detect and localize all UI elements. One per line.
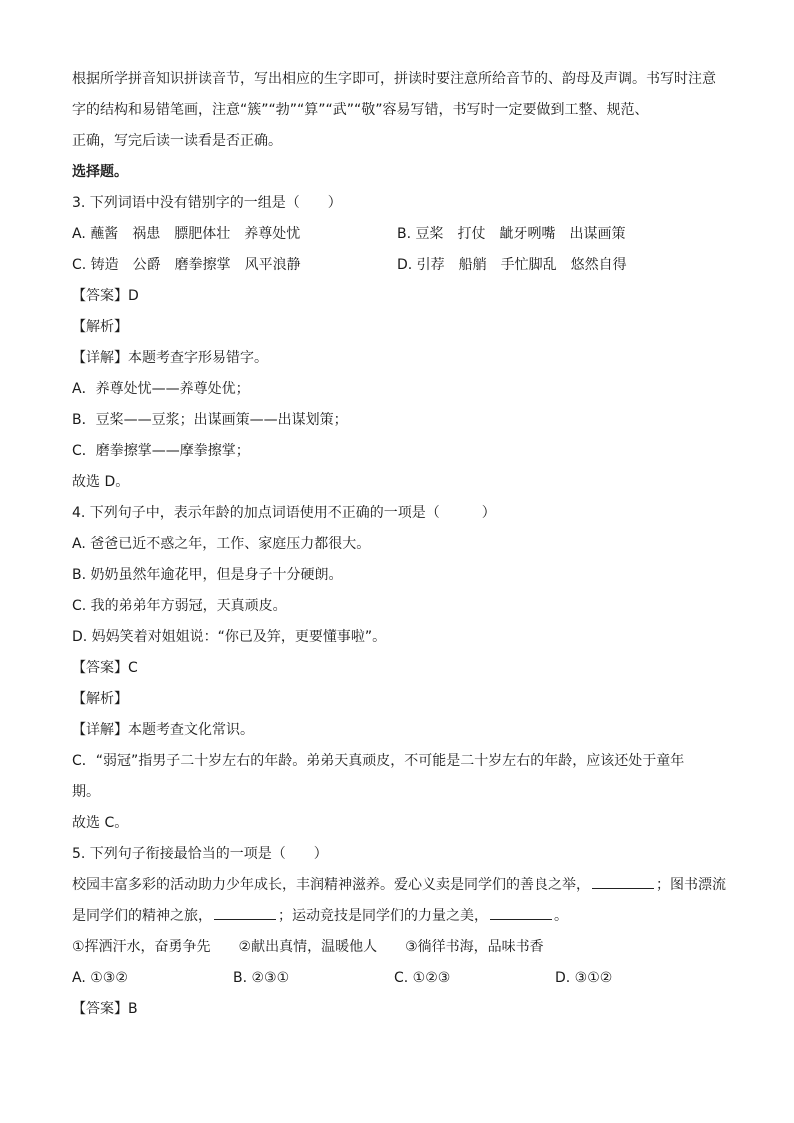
intro-line-2: 字的结构和易错笔画，注意“簇”“勃”“算”“武”“敬”容易写错，书写时一定要做到工整、规范、 — [72, 102, 649, 118]
q5-option-c: C. ①②③ — [394, 970, 451, 986]
q3-conclusion: 故选 D。 — [72, 474, 130, 490]
q3-line-a: A．养尊处忧——养尊处优； — [72, 381, 250, 397]
q4-stem: 4. 下列句子中，表示年龄的加点词语使用不正确的一项是（ ） — [72, 505, 496, 521]
q3-analysis-tag: 【解析】 — [72, 319, 128, 335]
fill-blank — [214, 905, 276, 920]
answer-tag: 【答案】 — [72, 1001, 128, 1017]
q3-line-c: C．磨拳擦掌——摩拳擦掌； — [72, 443, 250, 459]
fill-blank — [592, 874, 654, 889]
q4-answer — [72, 653, 726, 684]
q4-analysis-tag: 【解析】 — [72, 691, 128, 707]
q3-option-b: B. 豆桨 打仗 龇牙咧嘴 出谋画策 — [397, 226, 626, 242]
detail-tag: 【详解】 — [72, 722, 128, 738]
q3-line-b: B．豆桨——豆浆；出谋画策——出谋划策； — [72, 412, 348, 428]
q5-passage-line-2 — [72, 901, 726, 932]
q3-detail-text: 本题考查字形易错字。 — [128, 350, 268, 366]
q5-passage-c: 是同学们的精神之旅， — [72, 908, 212, 924]
q3-option-a: A. 蘸酱 祸患 膘肥体壮 养尊处忧 — [72, 226, 301, 242]
q5-passage-line-1 — [72, 870, 726, 901]
q4-detail-text: 本题考查文化常识。 — [128, 722, 254, 738]
q5-option-d: D. ③①② — [555, 970, 613, 986]
q5-option-a: A. ①③② — [72, 970, 128, 986]
detail-tag: 【详解】 — [72, 350, 128, 366]
q5-passage-e: 。 — [554, 908, 568, 924]
q4-answer-value: C — [128, 660, 138, 676]
q5-option-b: B. ②③① — [233, 970, 290, 986]
answer-tag: 【答案】 — [72, 660, 128, 676]
section-title: 选择题。 — [72, 164, 128, 180]
q3-answer-value: D — [128, 288, 139, 304]
q3-option-c: C. 铸造 公爵 磨拳擦掌 风平浪静 — [72, 257, 301, 273]
q3-options-row-2 — [72, 250, 726, 281]
document-page — [72, 64, 726, 1025]
q4-option-a: A. 爸爸已近不惑之年，工作、家庭压力都很大。 — [72, 536, 371, 552]
q5-stem: 5. 下列句子衔接最恰当的一项是（ ） — [72, 846, 328, 862]
q5-passage-b: ；图书漂流 — [656, 877, 726, 893]
q3-stem: 3. 下列词语中没有错别字的一组是（ ） — [72, 195, 342, 211]
q5-answer-value: B — [128, 1001, 138, 1017]
q4-explain-1: C．“弱冠”指男子二十岁左右的年龄。弟弟天真顽皮，不可能是二十岁左右的年龄，应该还处于童年 — [72, 753, 685, 769]
fill-blank — [490, 905, 552, 920]
q5-answer — [72, 994, 726, 1025]
answer-tag: 【答案】 — [72, 288, 128, 304]
q4-option-c: C. 我的弟弟年方弱冠，天真顽皮。 — [72, 598, 287, 614]
q4-option-d: D. 妈妈笑着对姐姐说：“你已及笄，更要懂事啦”。 — [72, 629, 387, 645]
q3-detail — [72, 343, 726, 374]
q5-passage-a: 校园丰富多彩的活动助力少年成长，丰润精神滋养。爱心义卖是同学们的善良之举， — [72, 877, 590, 893]
q3-answer — [72, 281, 726, 312]
intro-line-3: 正确，写完后读一读看是否正确。 — [72, 133, 282, 149]
q4-explain-2: 期。 — [72, 784, 100, 800]
q4-detail — [72, 715, 726, 746]
q3-option-d: D. 引荐 船艄 手忙脚乱 悠然自得 — [397, 257, 627, 273]
intro-line-1: 根据所学拼音知识拼读音节，写出相应的生字即可，拼读时要注意所给音节的、韵母及声调。书写时注意 — [72, 71, 716, 87]
q5-passage-d: ；运动竞技是同学们的力量之美， — [278, 908, 488, 924]
q5-choices: ①挥洒汗水，奋勇争先 ②献出真情，温暖他人 ③徜徉书海，品味书香 — [72, 939, 544, 955]
q3-options-row-1 — [72, 219, 726, 250]
q4-conclusion: 故选 C。 — [72, 815, 129, 831]
q4-option-b: B. 奶奶虽然年逾花甲，但是身子十分硬朗。 — [72, 567, 343, 583]
q5-options-row — [72, 963, 726, 994]
